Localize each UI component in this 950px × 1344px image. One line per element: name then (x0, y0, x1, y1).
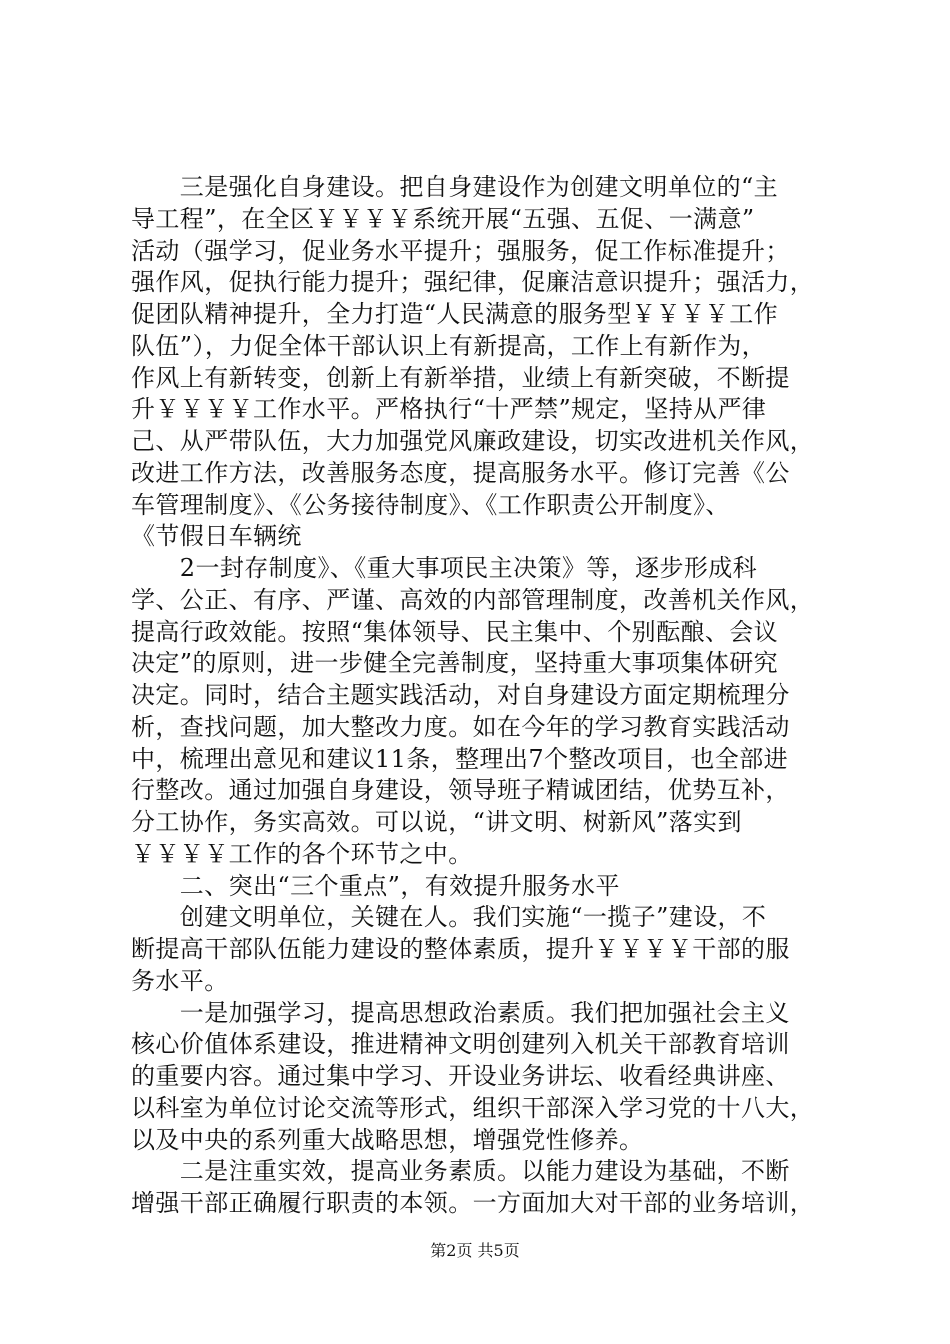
text-line: 活动（强学习，促业务水平提升；强服务，促工作标准提升； (131, 236, 790, 265)
text-line: 2一封存制度》、《重大事项民主决策》等，逐步形成科 (131, 554, 758, 582)
text-line: 的重要内容。通过集中学习、开设业务讲坛、收看经典讲座、 (131, 1062, 790, 1090)
text-line: 促团队精神提升，全力打造“人民满意的服务型￥￥￥￥工作 (131, 300, 779, 328)
text-line: 中，梳理出意见和建议11条，整理出7个整改项目，也全部进 (131, 744, 789, 773)
page-number-footer: 第2页 共5页 (430, 1241, 520, 1260)
text-line: 己、从严带队伍，大力加强党风廉政建设，切实改进机关作风， (131, 427, 815, 455)
text-line: 以及中央的系列重大战略思想，增强党性修养。 (131, 1125, 644, 1154)
text-line: 决定”的原则，进一步健全完善制度，坚持重大事项集体研究 (131, 649, 779, 678)
text-line: 核心价值体系建设，推进精神文明创建列入机关干部教育培训 (131, 1030, 790, 1059)
text-line: 增强干部正确履行职责的本领。一方面加大对干部的业务培训， (131, 1189, 815, 1217)
text-line: 析，查找问题，加大整改力度。如在今年的学习教育实践活动 (131, 712, 790, 741)
text-line: 断提高干部队伍能力建设的整体素质，提升￥￥￥￥干部的服 (131, 935, 790, 963)
text-line: 《节假日车辆统 (131, 522, 302, 551)
text-line: 作风上有新转变，创新上有新举措，业绩上有新突破，不断提 (131, 363, 790, 392)
text-line: 学、公正、有序、严谨、高效的内部管理制度，改善机关作风， (131, 585, 815, 614)
text-line: 以科室为单位讨论交流等形式，组织干部深入学习党的十八大， (131, 1093, 815, 1122)
text-line: 三是强化自身建设。把自身建设作为创建文明单位的“主 (131, 173, 779, 201)
text-line: 改进工作方法，改善服务态度，提高服务水平。修订完善《公 (131, 458, 790, 487)
text-line: 强作风，促执行能力提升；强纪律，促廉洁意识提升；强活力， (131, 268, 815, 297)
text-line: 提高行政效能。按照“集体领导、民主集中、个别酝酿、会议 (131, 617, 779, 646)
text-line: 升￥￥￥￥工作水平。严格执行“十严禁”规定，坚持从严律 (131, 395, 767, 424)
text-line: 创建文明单位，关键在人。我们实施“一揽子”建设，不 (131, 903, 767, 932)
text-line: 二是注重实效，提高业务素质。以能力建设为基础，不断 (131, 1157, 790, 1186)
section-heading: 二、突出“三个重点”，有效提升服务水平 (131, 871, 620, 900)
text-line: 分工协作，务实高效。可以说，“讲文明、树新风”落实到 (131, 808, 742, 836)
text-line: 务水平。 (131, 966, 229, 995)
text-line: ￥￥￥￥工作的各个环节之中。 (131, 839, 473, 868)
text-line: 导工程”，在全区￥￥￥￥系统开展“五强、五促、一满意” (131, 204, 755, 233)
text-line: 队伍”），力促全体干部认识上有新提高，工作上有新作为， (131, 331, 767, 360)
text-line: 决定。同时，结合主题实践活动，对自身建设方面定期梳理分 (131, 681, 790, 709)
text-line: 一是加强学习，提高思想政治素质。我们把加强社会主义 (131, 998, 790, 1027)
text-line: 行整改。通过加强自身建设，领导班子精诚团结，优势互补， (131, 776, 790, 805)
text-line: 车管理制度》、《公务接待制度》、《工作职责公开制度》、 (131, 490, 730, 519)
document-body (131, 172, 831, 1220)
